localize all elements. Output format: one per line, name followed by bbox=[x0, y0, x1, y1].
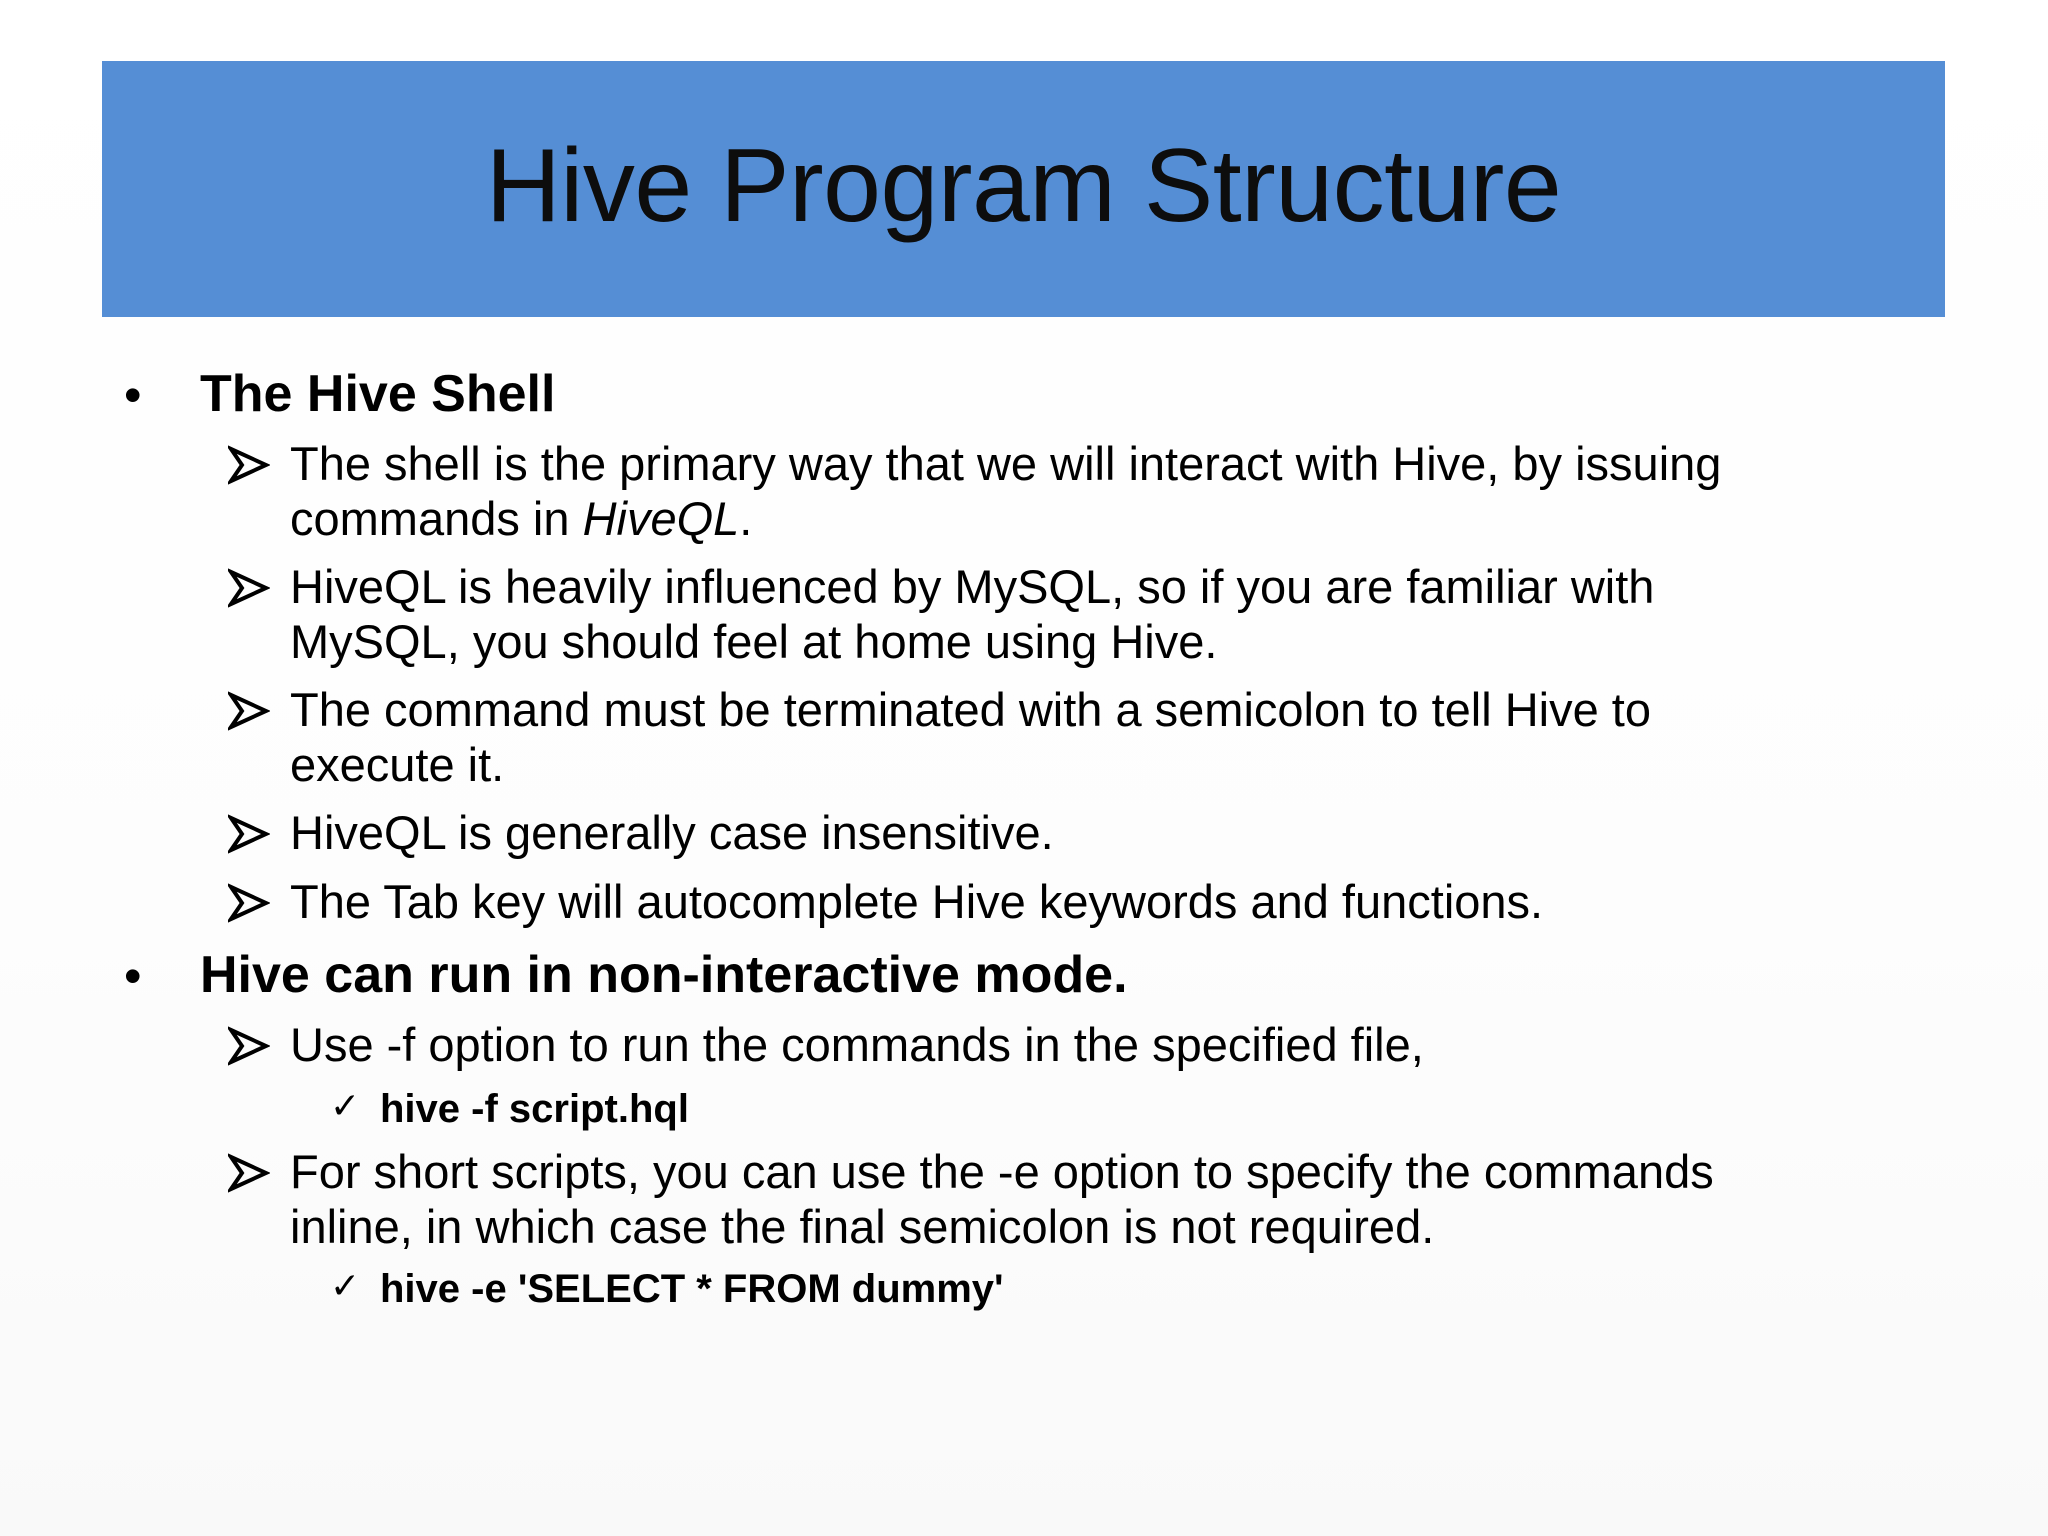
list-item: The command must be terminated with a semicolon to tell Hive to execute it. bbox=[290, 683, 1651, 791]
checkmark-icon: ✓ bbox=[330, 1085, 361, 1126]
code-example: hive -f script.hql bbox=[380, 1087, 689, 1131]
list-item: Use -f option to run the commands in the specified file, bbox=[290, 1018, 1424, 1071]
code-example: hive -e 'SELECT * FROM dummy' bbox=[380, 1267, 1004, 1311]
section-heading-hive-shell: The Hive Shell bbox=[200, 365, 556, 423]
list-item: For short scripts, you can use the -e option to specify the commands inline, in which case the final semicolon is not required. bbox=[290, 1145, 1714, 1253]
section-heading-non-interactive: Hive can run in non-interactive mode. bbox=[200, 946, 1128, 1004]
bullet-icon: • bbox=[124, 367, 142, 423]
list-item: The shell is the primary way that we will interact with Hive, by issuing commands in HiveQL. bbox=[290, 437, 1722, 545]
checkmark-icon: ✓ bbox=[330, 1265, 361, 1306]
bullet-icon: • bbox=[124, 948, 142, 1004]
slide-title: Hive Program Structure bbox=[485, 128, 1562, 244]
arrow-bullet-icon bbox=[228, 567, 270, 609]
list-item: The Tab key will autocomplete Hive keywords and functions. bbox=[290, 875, 1544, 928]
list-item: HiveQL is generally case insensitive. bbox=[290, 806, 1054, 859]
arrow-bullet-icon bbox=[228, 882, 270, 924]
arrow-bullet-icon bbox=[228, 1152, 270, 1194]
list-item: HiveQL is heavily influenced by MySQL, so if you are familiar with MySQL, you should feel at home using Hive. bbox=[290, 560, 1655, 668]
arrow-bullet-icon bbox=[228, 813, 270, 855]
arrow-bullet-icon bbox=[228, 444, 270, 486]
list-item-line2: commands in HiveQL. bbox=[290, 492, 753, 545]
arrow-bullet-icon bbox=[228, 1025, 270, 1067]
arrow-bullet-icon bbox=[228, 690, 270, 732]
